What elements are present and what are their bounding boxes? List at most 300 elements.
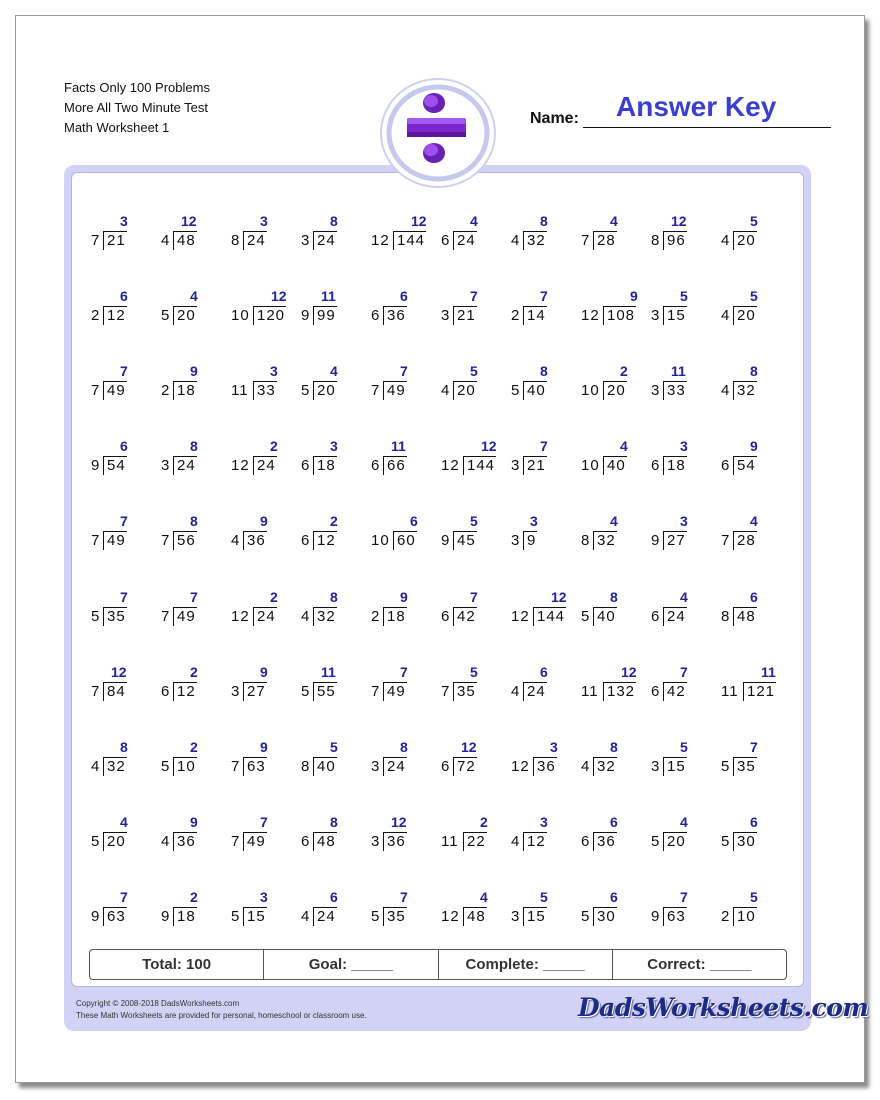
quotient-answer: 6 — [610, 888, 618, 905]
divisor: 4 — [581, 757, 591, 775]
division-problem — [511, 210, 571, 250]
division-problem — [231, 360, 291, 400]
divisor: 4 — [511, 832, 521, 850]
division-problem — [441, 736, 501, 776]
quotient-answer: 8 — [190, 513, 198, 530]
dividend: 35 — [383, 907, 407, 926]
quotient-answer: 4 — [190, 288, 198, 305]
divisor: 5 — [581, 907, 591, 925]
quotient-answer: 7 — [400, 888, 408, 905]
quotient-answer: 9 — [260, 738, 268, 755]
quotient-answer: 9 — [630, 288, 638, 305]
divisor: 3 — [511, 532, 521, 550]
division-problem — [301, 586, 361, 626]
divisor: 4 — [301, 907, 311, 925]
divisor: 3 — [651, 757, 661, 775]
divisor: 8 — [231, 232, 241, 249]
quotient-answer: 2 — [330, 513, 338, 530]
quotient-answer: 2 — [190, 738, 198, 755]
division-problem — [651, 285, 711, 325]
dividend: 28 — [593, 231, 617, 250]
dividend: 48 — [313, 832, 337, 851]
divisor: 12 — [511, 607, 530, 625]
quotient-answer: 11 — [391, 438, 406, 455]
division-problem — [231, 586, 291, 626]
quotient-answer: 4 — [610, 513, 618, 530]
divisor: 3 — [371, 757, 381, 775]
quotient-answer: 3 — [680, 513, 688, 530]
division-problem — [91, 886, 151, 926]
division-problem — [371, 510, 431, 550]
divisor: 10 — [581, 382, 600, 400]
dividend: 22 — [463, 832, 487, 851]
division-problem — [581, 811, 641, 851]
quotient-answer: 9 — [400, 588, 408, 605]
divisor: 7 — [581, 232, 591, 249]
dividend: 10 — [733, 907, 757, 926]
divisor: 4 — [91, 757, 101, 775]
division-problem — [441, 510, 501, 550]
quotient-answer: 6 — [120, 438, 128, 455]
divisor: 5 — [721, 832, 731, 850]
division-problem — [651, 586, 711, 626]
divisor: 9 — [161, 907, 171, 925]
quotient-answer: 7 — [540, 438, 548, 455]
quotient-answer: 3 — [680, 438, 688, 455]
dividend: 33 — [663, 381, 687, 400]
divisor: 9 — [651, 907, 661, 925]
division-problem — [651, 510, 711, 550]
dividend: 63 — [103, 907, 127, 926]
division-problem — [301, 736, 361, 776]
dividend: 45 — [453, 531, 477, 550]
dividend: 40 — [593, 607, 617, 626]
dividend: 21 — [523, 456, 547, 475]
dividend: 55 — [313, 682, 337, 701]
complete-cell[interactable]: Complete: _____ — [439, 950, 613, 979]
division-problem — [91, 360, 151, 400]
division-problem — [721, 736, 781, 776]
division-problem — [301, 886, 361, 926]
dividend: 35 — [453, 682, 477, 701]
divisor: 4 — [721, 307, 731, 325]
division-problem — [371, 586, 431, 626]
division-problem — [161, 360, 221, 400]
dividend: 144 — [393, 231, 426, 250]
quotient-answer: 6 — [410, 513, 418, 530]
dividend: 54 — [103, 456, 127, 475]
divisor: 4 — [441, 382, 451, 400]
divisor: 7 — [371, 682, 381, 700]
quotient-answer: 9 — [260, 663, 268, 680]
quotient-answer: 11 — [671, 363, 686, 380]
quotient-answer: 3 — [270, 363, 278, 380]
quotient-answer: 3 — [550, 738, 558, 755]
division-problem — [441, 661, 501, 701]
division-problem — [441, 285, 501, 325]
quotient-answer: 2 — [270, 438, 278, 455]
dividend: 20 — [603, 381, 627, 400]
division-problem — [651, 210, 711, 250]
quotient-answer: 3 — [530, 513, 538, 530]
quotient-answer: 6 — [750, 588, 758, 605]
divisor: 3 — [511, 457, 521, 475]
dividend: 48 — [173, 231, 197, 250]
dividend: 36 — [383, 832, 407, 851]
divisor: 6 — [301, 457, 311, 475]
division-problem — [371, 360, 431, 400]
divisor: 6 — [441, 232, 451, 249]
divisor: 10 — [231, 307, 250, 325]
dividend: 120 — [253, 306, 286, 325]
division-problem — [511, 661, 571, 701]
title-line-3: Math Worksheet 1 — [64, 120, 170, 135]
division-problem — [441, 435, 501, 475]
divisor: 12 — [371, 232, 390, 249]
division-problem — [301, 510, 361, 550]
quotient-answer: 3 — [260, 888, 268, 905]
divisor: 7 — [91, 232, 101, 249]
division-problem — [721, 285, 781, 325]
quotient-answer: 4 — [120, 813, 128, 830]
division-problem — [721, 811, 781, 851]
divisor: 8 — [581, 532, 591, 550]
division-problem — [301, 360, 361, 400]
answer-key-text: Answer Key — [616, 91, 777, 122]
divisor: 5 — [581, 607, 591, 625]
division-problem — [161, 285, 221, 325]
dividend: 40 — [523, 381, 547, 400]
dividend: 20 — [733, 306, 757, 325]
quotient-answer: 9 — [750, 438, 758, 455]
divisor: 11 — [231, 382, 249, 400]
division-problem — [91, 210, 151, 250]
divisor: 12 — [231, 457, 250, 475]
dividend: 24 — [253, 607, 277, 626]
division-problem — [511, 510, 571, 550]
division-problem — [371, 736, 431, 776]
quotient-answer: 12 — [481, 438, 497, 455]
correct-cell[interactable]: Correct: _____ — [647, 956, 752, 973]
division-problem — [441, 811, 501, 851]
dividend: 24 — [383, 757, 407, 776]
divisor: 5 — [91, 832, 101, 850]
division-problem — [231, 210, 291, 250]
division-problem — [371, 661, 431, 701]
quotient-answer: 12 — [181, 213, 197, 229]
dividend: 72 — [453, 757, 477, 776]
dividend: 20 — [453, 381, 477, 400]
dividend: 20 — [733, 231, 757, 250]
division-problem — [231, 661, 291, 701]
quotient-answer: 5 — [470, 513, 478, 530]
division-problem — [721, 510, 781, 550]
dividend: 10 — [173, 757, 197, 776]
score-bar — [89, 949, 787, 980]
dividend: 35 — [733, 757, 757, 776]
title-line-1: Facts Only 100 Problems — [64, 80, 210, 95]
copyright-line-2: These Math Worksheets are provided for personal, homeschool or classroom use. — [76, 1011, 367, 1020]
quotient-answer: 7 — [120, 363, 128, 380]
divisor: 6 — [301, 832, 311, 850]
divisor: 5 — [161, 307, 171, 325]
dividend: 132 — [603, 682, 636, 701]
division-problem — [511, 285, 571, 325]
divisor: 7 — [161, 532, 171, 550]
division-problem — [581, 736, 641, 776]
dividend: 15 — [663, 306, 687, 325]
quotient-answer: 12 — [551, 588, 567, 605]
quotient-answer: 7 — [470, 588, 478, 605]
dividend: 24 — [523, 682, 547, 701]
dividend: 42 — [663, 682, 687, 701]
divisor: 5 — [91, 607, 101, 625]
divisor: 4 — [161, 832, 171, 850]
divisor: 7 — [91, 682, 101, 700]
division-problem — [651, 736, 711, 776]
quotient-answer: 8 — [610, 588, 618, 605]
divisor: 2 — [161, 382, 171, 400]
division-problem — [441, 586, 501, 626]
quotient-answer: 8 — [120, 738, 128, 755]
goal-cell[interactable]: Goal: _____ — [264, 950, 438, 979]
division-problem — [651, 360, 711, 400]
dividend: 20 — [173, 306, 197, 325]
quotient-answer: 6 — [540, 663, 548, 680]
divisor: 8 — [301, 757, 311, 775]
divisor: 6 — [371, 307, 381, 325]
name-label: Name: — [530, 110, 579, 127]
quotient-answer: 4 — [750, 513, 758, 530]
quotient-answer: 8 — [330, 588, 338, 605]
quotient-answer: 11 — [761, 663, 776, 680]
dividend: 21 — [103, 231, 127, 250]
division-problem — [91, 510, 151, 550]
quotient-answer: 7 — [680, 888, 688, 905]
dividend: 24 — [663, 607, 687, 626]
quotient-answer: 12 — [111, 663, 127, 680]
quotient-answer: 7 — [190, 588, 198, 605]
division-problem — [721, 435, 781, 475]
division-problem — [581, 586, 641, 626]
division-problem — [231, 736, 291, 776]
division-problem — [721, 360, 781, 400]
dividend: 49 — [383, 682, 407, 701]
division-problem — [581, 435, 641, 475]
quotient-answer: 4 — [610, 213, 618, 229]
divisor: 3 — [161, 457, 171, 475]
quotient-answer: 7 — [470, 288, 478, 305]
quotient-answer: 8 — [330, 213, 338, 229]
dividend: 60 — [393, 531, 417, 550]
quotient-answer: 5 — [680, 738, 688, 755]
division-problem — [651, 811, 711, 851]
divisor: 2 — [721, 907, 731, 925]
dividend: 84 — [103, 682, 127, 701]
dividend: 9 — [523, 531, 537, 550]
quotient-answer: 8 — [540, 213, 548, 229]
copyright-notice — [76, 998, 367, 1022]
quotient-answer: 3 — [540, 813, 548, 830]
division-problem — [161, 210, 221, 250]
title-line-2: More All Two Minute Test — [64, 100, 209, 115]
divisor: 6 — [441, 607, 451, 625]
quotient-answer: 7 — [750, 738, 758, 755]
divisor: 5 — [301, 382, 311, 400]
quotient-answer: 5 — [750, 213, 758, 229]
divisor: 6 — [161, 682, 171, 700]
division-problem — [91, 285, 151, 325]
quotient-answer: 9 — [190, 813, 198, 830]
quotient-answer: 2 — [620, 363, 628, 380]
divisor: 3 — [441, 307, 451, 325]
dividend: 49 — [243, 832, 267, 851]
quotient-answer: 12 — [461, 738, 477, 755]
division-problem — [231, 510, 291, 550]
division-problem — [91, 661, 151, 701]
dividend: 40 — [313, 757, 337, 776]
quotient-answer: 12 — [671, 213, 687, 229]
quotient-answer: 2 — [190, 663, 198, 680]
quotient-answer: 12 — [271, 288, 287, 305]
dividend: 48 — [463, 907, 487, 926]
quotient-answer: 12 — [411, 213, 427, 229]
divisor: 6 — [721, 457, 731, 475]
quotient-answer: 2 — [270, 588, 278, 605]
dividend: 49 — [173, 607, 197, 626]
quotient-answer: 5 — [680, 288, 688, 305]
dividend: 144 — [463, 456, 496, 475]
division-problem — [721, 661, 781, 701]
quotient-answer: 6 — [610, 813, 618, 830]
dividend: 36 — [593, 832, 617, 851]
quotient-answer: 3 — [120, 213, 128, 229]
division-problem — [721, 586, 781, 626]
divisor: 4 — [231, 532, 241, 550]
divisor: 10 — [371, 532, 390, 550]
division-problem — [161, 886, 221, 926]
division-problem — [91, 435, 151, 475]
divisor: 7 — [371, 382, 381, 400]
dividend: 24 — [243, 231, 267, 250]
quotient-answer: 4 — [480, 888, 488, 905]
divisor: 3 — [231, 682, 241, 700]
quotient-answer: 5 — [540, 888, 548, 905]
division-problem — [371, 285, 431, 325]
division-problem — [651, 435, 711, 475]
divisor: 3 — [301, 232, 311, 249]
division-problem — [371, 811, 431, 851]
divisor: 5 — [721, 757, 731, 775]
division-problem — [511, 886, 571, 926]
dividend: 36 — [383, 306, 407, 325]
quotient-answer: 6 — [400, 288, 408, 305]
quotient-answer: 4 — [470, 213, 478, 229]
quotient-answer: 11 — [321, 288, 336, 305]
divisor: 5 — [161, 757, 171, 775]
division-problem — [511, 360, 571, 400]
division-problem — [581, 285, 641, 325]
divisor: 11 — [581, 682, 599, 700]
divisor: 11 — [721, 682, 739, 700]
division-problem — [301, 811, 361, 851]
dividend: 96 — [663, 231, 687, 250]
dividend: 18 — [173, 381, 197, 400]
dividend: 24 — [453, 231, 477, 250]
divisor: 7 — [441, 682, 451, 700]
quotient-answer: 4 — [330, 363, 338, 380]
division-problem — [581, 510, 641, 550]
divisor: 4 — [721, 382, 731, 400]
division-problem — [161, 435, 221, 475]
dividend: 35 — [103, 607, 127, 626]
division-problem — [581, 661, 641, 701]
quotient-answer: 6 — [330, 888, 338, 905]
divisor: 11 — [441, 832, 459, 850]
quotient-answer: 11 — [321, 663, 336, 680]
division-problem — [651, 661, 711, 701]
dividend: 14 — [523, 306, 547, 325]
divisor: 6 — [441, 757, 451, 775]
dividend: 42 — [453, 607, 477, 626]
divisor: 12 — [581, 307, 600, 325]
divisor: 6 — [301, 532, 311, 550]
quotient-answer: 3 — [330, 438, 338, 455]
dividend: 28 — [733, 531, 757, 550]
division-problem — [231, 811, 291, 851]
division-problem — [231, 285, 291, 325]
divisor: 6 — [581, 832, 591, 850]
dividend: 54 — [733, 456, 757, 475]
quotient-answer: 5 — [750, 888, 758, 905]
dividend: 18 — [173, 907, 197, 926]
quotient-answer: 8 — [330, 813, 338, 830]
division-problem — [91, 586, 151, 626]
division-problem — [301, 435, 361, 475]
quotient-answer: 6 — [120, 288, 128, 305]
division-problem — [721, 886, 781, 926]
division-problem — [441, 360, 501, 400]
division-problem — [371, 210, 431, 250]
quotient-answer: 2 — [190, 888, 198, 905]
divisor: 3 — [511, 907, 521, 925]
division-problem — [441, 886, 501, 926]
divisor: 4 — [721, 232, 731, 249]
division-problem — [301, 210, 361, 250]
quotient-answer: 8 — [610, 738, 618, 755]
divisor: 2 — [511, 307, 521, 325]
dividend: 121 — [743, 682, 776, 701]
quotient-answer: 9 — [260, 513, 268, 530]
quotient-answer: 3 — [260, 213, 268, 229]
divisor: 6 — [371, 457, 381, 475]
dividend: 32 — [733, 381, 757, 400]
dividend: 24 — [253, 456, 277, 475]
divisor: 12 — [511, 757, 530, 775]
divisor: 9 — [91, 907, 101, 925]
quotient-answer: 6 — [750, 813, 758, 830]
dadsworksheets-logo[interactable]: DadsWorksheets.com — [578, 993, 869, 1022]
division-problem — [91, 811, 151, 851]
quotient-answer: 4 — [620, 438, 628, 455]
division-problem — [301, 285, 361, 325]
division-problem — [161, 510, 221, 550]
divisor: 7 — [161, 607, 171, 625]
divisor: 8 — [651, 232, 661, 249]
division-problem — [161, 586, 221, 626]
divisor: 10 — [581, 457, 600, 475]
quotient-answer: 8 — [190, 438, 198, 455]
